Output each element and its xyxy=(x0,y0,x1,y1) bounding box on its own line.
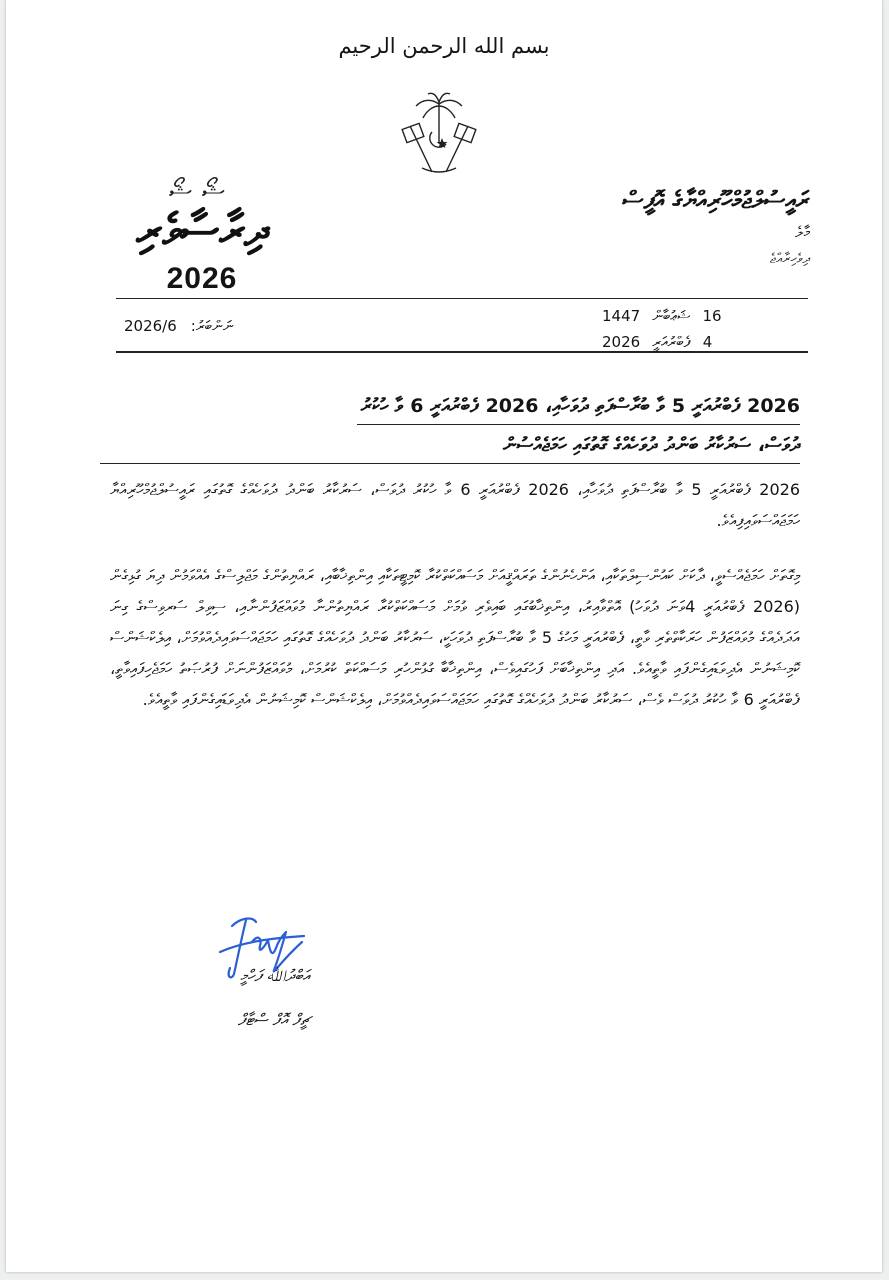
letter-title xyxy=(100,388,800,466)
office-header xyxy=(510,185,810,267)
gregorian-day: 4 xyxy=(702,333,713,351)
office-city: މާލެ xyxy=(795,223,810,241)
reference-number xyxy=(124,317,233,335)
bismillah-text: بسم الله الرحمن الرحيم xyxy=(338,34,550,58)
header-rule-top xyxy=(116,298,808,299)
hijri-month: ޝަޢުބާން xyxy=(652,307,691,325)
logo-script-text: ދިރާސާވެރި xyxy=(136,205,268,256)
reference-label: ނަންބަރު: xyxy=(190,317,234,335)
date-block xyxy=(602,303,802,355)
gregorian-month: ފެބްރުއަރީ xyxy=(652,333,691,351)
anniversary-logo xyxy=(114,176,290,296)
letter-page xyxy=(6,0,882,1272)
logo-top-text: ޝޯޝޯ xyxy=(169,177,235,207)
signatory-position: ޗީފް އޮފް ސްޓާފް xyxy=(237,1010,310,1029)
body-paragraph-2: މިގޮތަށް ހަމަޖެއްސެވީ، ދާކަށް ކައުންސިލްތަކާއި، އަންހެނުންގެ ތަރައްޤީއަށް މަސައްކަތްކުރާ ކޮމިޓީތަކާއި އިންތިޚާބާއި، ރައްޔިތުންގެ މަޖްލިސްގެ އެއްވަމުން ދިޔަ ގުޅިގެން (2026 ފެބްރުއަރީ 4ވަނަ ދުވަހު) އޮތްވާއިރު، އިންތިޚާބުގައި ބައިވެރި ވުމަށް މަސައްކަތްކުރާ ރައްޔިތުންނާ މުވައްޒަފުންނާއި، ސިވިލް ސަރވިސްގެ ގިނަ އަދަދެއްގެ މުވައްޒަފުން ހަރަކާތްތެރި ވާތީ، ފެބްރުއަރީ މަހުގެ 5 ވާ ބުރާސްފަތި ދުވަހަކީ، ސަރުކާރު ބަންދު ދުވަހެއްގެ ގޮތުގައި ހަމަޖައްސަވައިދެއްވުމަށް، އިލެކްޝަންސް ކޮމިޝަނުން އެދިވަޑައިގެންފައި ވާތީއެވެ. އަދި އިންތިޚާބަށް ފަހުގައިވެސް، އިންތިޚާބާ ގުޅުންހުރި މަސައްކަތް ކުރުމަށް، މުވައްޒަފުންނަށް ފުރުޞަތު ހަމަޖެހިފައިވާތީ، ފެބްރުއަރީ 6 ވާ ހުކުރު ދުވަސް ވެސް، ސަރުކާރު ބަންދު ދުވަހެއްގެ ގޮތުގައި ހަމަޖައްސަވައިދެއްވުމަށް، އިލެކްޝަންސް ކޮމިޝަނުން އެދިވަޑައިގެންފައި ވާތީއެވެ. xyxy=(110,566,800,709)
reference-value: 2026/6 xyxy=(124,317,177,335)
logo-year: 2026 xyxy=(166,262,238,295)
signatory-name: އަބްދުﷲ ފަހްމީ xyxy=(240,966,310,985)
hijri-year: 1447 xyxy=(602,307,641,325)
letter-body xyxy=(110,474,800,739)
office-name: ރައީސުލްޖުމްހޫރިއްޔާގެ އޮފީސް xyxy=(622,186,810,214)
office-country: ދިވެހިރާއްޖެ xyxy=(769,251,810,267)
hijri-date xyxy=(602,303,802,329)
state-emblem-icon xyxy=(392,92,486,180)
title-line-1: 2026 ފެބްރުއަރީ 5 ވާ ބުރާސްފަތި ދުވަހާއި، 2026 ފެބްރުއަރީ 6 ވާ ހުކުރު xyxy=(357,388,800,425)
header-rule-bottom xyxy=(116,351,808,353)
title-line-2: ދުވަސް، ސަރުކާރު ބަންދު ދުވަހެއްގެ ގޮތުގައި ހަމަޖެއްސުން xyxy=(100,427,800,464)
hijri-day: 16 xyxy=(702,307,722,325)
body-paragraph-1: 2026 ފެބްރުއަރީ 5 ވާ ބުރާސްފަތި ދުވަހާއި، 2026 ފެބްރުއަރީ 6 ވާ ހުކުރު ދުވަސް، ސަރުކާރު ބަންދު ދުވަހެއްގެ ގޮތުގައި ރައީސުލްޖުމްހޫރިއްޔާ ހަމަޖައްސަވައިފިއެވެ. xyxy=(110,480,800,530)
gregorian-year: 2026 xyxy=(602,333,641,351)
